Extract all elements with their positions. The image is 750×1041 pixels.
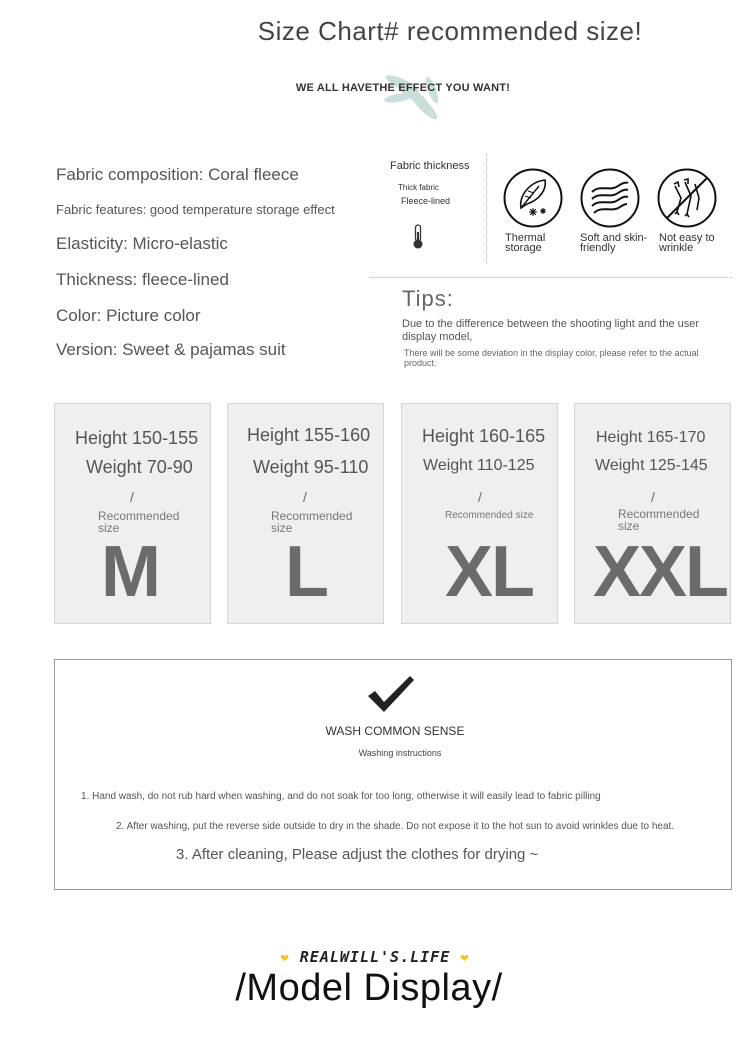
size-letter: XXL: [593, 532, 728, 612]
size-card-xl: [401, 403, 558, 624]
size-letter: L: [285, 532, 327, 612]
panel-divider: [486, 154, 487, 264]
size-weight: Weight 70-90: [86, 457, 193, 477]
feature-label-thermal: Thermal storage: [505, 232, 546, 254]
thermal-feather-icon: [503, 168, 563, 228]
size-height: Height 165-170: [596, 429, 706, 446]
size-weight: Weight 110-125: [423, 457, 535, 474]
tagline: WE ALL HAVETHE EFFECT YOU WANT!: [295, 82, 511, 94]
size-separator: /: [303, 489, 307, 505]
wash-instruction-3: 3. After cleaning, Please adjust the clothes for drying ~: [176, 846, 539, 863]
feature-label-wrinkle: Not easy to wrinkle: [659, 232, 715, 254]
spec-thickness: Thickness: fleece-lined: [56, 270, 229, 289]
spec-fabric-features: Fabric features: good temperature storage effect: [56, 202, 335, 217]
wash-subtitle: Washing instructions: [358, 748, 442, 758]
wash-title: WASH COMMON SENSE: [325, 724, 465, 738]
recommended-label: Recommended size: [98, 509, 180, 535]
size-card-l: [227, 403, 384, 624]
spec-version: Version: Sweet & pajamas suit: [56, 340, 286, 359]
heart-icon: ❤: [280, 950, 290, 966]
tips-text: Due to the difference between the shooting light and the user display model,: [402, 318, 700, 343]
spec-elasticity: Elasticity: Micro-elastic: [56, 234, 228, 253]
tips-note: There will be some deviation in the display color, please refer to the actual product.: [404, 348, 699, 368]
size-card-xxl: [574, 403, 731, 624]
checkmark-icon: [366, 674, 416, 714]
recommended-label: Recommended size: [445, 510, 534, 521]
spec-fabric-composition: Fabric composition: Coral fleece: [56, 165, 299, 184]
size-separator: /: [651, 489, 655, 505]
thermometer-icon: [411, 224, 425, 250]
size-card-m: [54, 403, 211, 624]
size-separator: /: [130, 489, 134, 505]
wash-instruction-2: 2. After washing, put the reverse side outside to dry in the shade. Do not expose it to the hot sun to avoid wrinkles due to heat.: [116, 821, 675, 832]
section-divider: [370, 277, 732, 278]
wash-instruction-1: 1. Hand wash, do not rub hard when washing, and do not soak for too long, otherwise it will easily lead to fabric pilling: [81, 791, 601, 802]
thickness-level: Thick fabric: [398, 183, 439, 192]
soft-waves-icon: [580, 168, 640, 228]
model-display-heading: /Model Display/: [235, 967, 503, 1009]
size-height: Height 160-165: [422, 426, 546, 446]
thickness-title: Fabric thickness: [390, 160, 470, 172]
size-separator: /: [478, 489, 482, 505]
spec-color: Color: Picture color: [56, 306, 201, 325]
feature-label-soft: Soft and skin-friendly: [580, 232, 648, 254]
recommended-label: Recommended size: [271, 509, 353, 535]
recommended-label: Recommended size: [618, 507, 700, 533]
thickness-type: Fleece-lined: [401, 196, 451, 206]
no-wrinkle-icon: [657, 168, 717, 228]
size-letter: M: [101, 532, 159, 612]
page-title: Size Chart# recommended size!: [257, 16, 643, 46]
size-height: Height 155-160: [247, 425, 371, 445]
tips-title: Tips:: [402, 286, 454, 311]
brand-line: [0, 948, 750, 966]
leaf-icon: [372, 64, 462, 134]
size-height: Height 150-155: [75, 428, 199, 448]
size-weight: Weight 125-145: [595, 457, 708, 474]
size-letter: XL: [445, 532, 534, 612]
heart-icon: ❤: [460, 950, 470, 966]
brand-name: REALWILL'S.LIFE: [299, 948, 451, 966]
size-weight: Weight 95-110: [253, 457, 369, 477]
